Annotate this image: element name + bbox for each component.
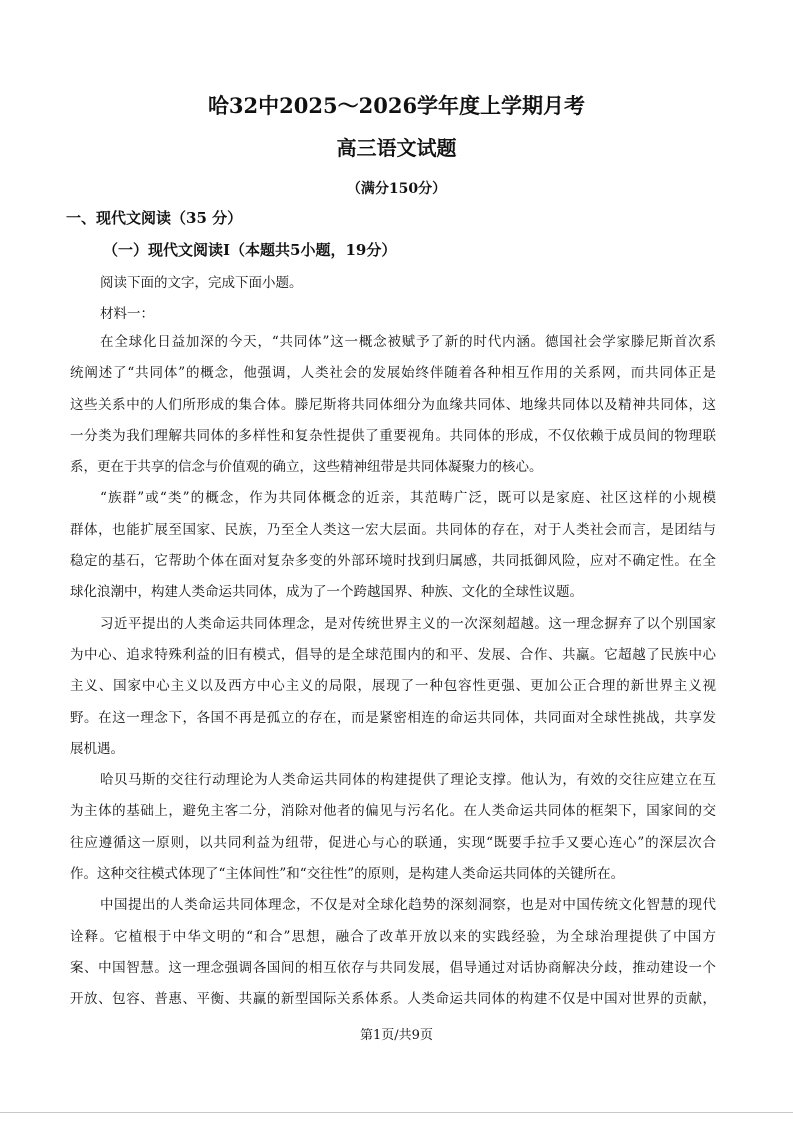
passage-body — [70, 331, 716, 1020]
paragraph-line: 展机遇。 — [70, 740, 124, 757]
paragraph-line: 开放、包容、普惠、平衡、共赢的新型国际关系体系。人类命运共同体的构建不仅是中国对世界的贡献， — [70, 991, 716, 1008]
material-label: 材料一： — [100, 306, 154, 322]
paragraph — [70, 894, 716, 1019]
paragraph — [70, 613, 716, 769]
paragraph-line: 案、中国智慧。这一理念强调各国间的相互依存与共同发展，倡导通过对话协商解决分歧，推动建设一个 — [70, 959, 716, 976]
paragraph-line: 统阐述了“共同体”的概念，他强调，人类社会的发展始终伴随着各种相互作用的关系网，而共同体正是 — [70, 365, 716, 382]
paragraph-line: 习近平提出的人类命运共同体理念，是对传统世界主义的一次深刻超越。这一理念摒弃了以个别国家 — [100, 615, 716, 632]
subsection-heading: （一）现代文阅读Ⅰ（本题共5小题，19分） — [103, 241, 397, 259]
paragraph-line: 为主体的基础上，避免主客二分，消除对他者的偏见与污名化。在人类命运共同体的框架下，国家间的交 — [70, 803, 716, 820]
paragraph-line: 作。这种交往模式体现了“主体间性”和“交往性”的原则，是构建人类命运共同体的关键所在。 — [70, 866, 625, 883]
paragraph-line: 这些关系中的人们所形成的集合体。滕尼斯将共同体细分为血缘共同体、地缘共同体以及精神共同体，这 — [70, 396, 716, 413]
section-heading: 一、现代文阅读（35 分） — [66, 209, 243, 227]
paragraph-line: 中国提出的人类命运共同体理念，不仅是对全球化趋势的深刻洞察，也是对中国传统文化智慧的现代 — [100, 897, 716, 914]
paragraph-line: 为中心、追求特殊利益的旧有模式，倡导的是全球范围内的和平、发展、合作、共赢。它超越了民族中心 — [70, 646, 716, 663]
paragraph-line: “族群”或“类”的概念，作为共同体概念的近亲，其范畴广泛，既可以是家庭、社区这样的小规模 — [100, 490, 716, 507]
paragraph-line: 野。在这一理念下，各国不再是孤立的存在，而是紧密相连的命运共同体，共同面对全球性挑战，共享发 — [70, 709, 716, 726]
paragraph-line: 稳定的基石，它帮助个体在面对复杂多变的外部环境时找到归属感，共同抵御风险，应对不确定性。在全 — [70, 553, 716, 570]
paragraph-line: 诠释。它植根于中华文明的“和合”思想，融合了改革开放以来的实践经验，为全球治理提供了中国方 — [70, 928, 716, 945]
paragraph-line: 往应遵循这一原则，以共同利益为纽带，促进心与心的联通，实现“既要手拉手又要心连心”的深层次合 — [70, 834, 716, 851]
paragraph-line: 系，更在于共享的信念与价值观的确立，这些精神纽带是共同体凝聚力的核心。 — [70, 459, 543, 476]
exam-title: 哈32中2025～2026学年度上学期月考 — [207, 93, 586, 118]
paragraph — [70, 769, 716, 894]
instruction: 阅读下面的文字，完成下面小题。 — [100, 275, 303, 291]
paragraph-line: 一分类为我们理解共同体的多样性和复杂性提供了重要视角。共同体的形成，不仅依赖于成员间的物理联 — [70, 427, 716, 444]
paragraph-line: 群体，也能扩展至国家、民族，乃至全人类这一宏大层面。共同体的存在，对于人类社会而言，是团结与 — [70, 521, 716, 538]
page-number: 第1页/共9页 — [360, 1028, 433, 1043]
exam-subtitle: 高三语文试题 — [336, 136, 457, 160]
full-score: （满分150分） — [346, 181, 447, 197]
paragraph — [70, 487, 716, 612]
page-bottom-divider — [0, 1112, 793, 1113]
paragraph-line: 哈贝马斯的交往行动理论为人类命运共同体的构建提供了理论支撑。他认为，有效的交往应建立在互 — [100, 772, 716, 789]
paragraph-line: 在全球化日益加深的今天，“共同体”这一概念被赋予了新的时代内涵。德国社会学家滕尼斯首次系 — [100, 334, 716, 350]
paragraph-line: 球化浪潮中，构建人类命运共同体，成为了一个跨越国界、种族、文化的全球性议题。 — [70, 584, 583, 601]
paragraph — [70, 331, 716, 487]
paragraph-line: 主义、国家中心主义以及西方中心主义的局限，展现了一种包容性更强、更加公正合理的新世界主义视 — [70, 678, 716, 695]
